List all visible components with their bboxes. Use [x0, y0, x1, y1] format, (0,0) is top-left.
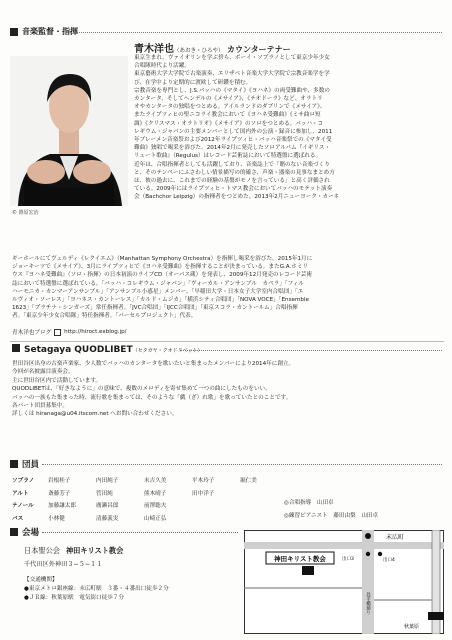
heading-bullet-icon — [12, 344, 20, 352]
conductor-blog — [12, 328, 127, 336]
conductor-name-line — [134, 40, 291, 55]
rehearsal-pianist: ◎練習ピアニスト 藤田由梨 山田卓 — [284, 513, 379, 519]
member-name: 田中洋子 — [192, 490, 215, 497]
section-divider — [10, 341, 444, 342]
heading-rule — [180, 350, 442, 351]
map-drawing — [244, 530, 444, 634]
member-name: 末吉久美 — [144, 478, 167, 485]
conductor-yomi: （あおき・ひろや） — [174, 48, 224, 54]
part-label: アルト — [12, 490, 29, 497]
heading-rule — [42, 464, 442, 465]
conductor-portrait-icon — [10, 56, 128, 206]
member-name: 菅田純 — [96, 490, 113, 497]
access-jr: ●ＪＲ線：秋葉原駅 電気街口徒歩７分 — [24, 595, 124, 601]
member-name: 熊木晴子 — [144, 490, 167, 497]
member-name: 岩根桂子 — [48, 478, 71, 485]
choir-name: Setagaya QUODLIBET — [24, 345, 133, 355]
map-akihabara: 秋葉原 — [404, 624, 420, 630]
heading-bullet-icon — [10, 528, 18, 536]
heading-bullet-icon — [10, 460, 18, 468]
table-row — [12, 499, 442, 512]
venue-address: 千代田区外神田３−５−１１ — [24, 561, 103, 568]
map-exit3: 出口3 — [342, 557, 354, 562]
photo-credit: © 篠原宏治 — [12, 210, 39, 216]
conductor-bio-narrow: 東京生まれ。ヴァイオリンを学ぶ傍ら、ボーイ・ソプラノとして東京少年少女 合唱隊時代より活躍。 東京藝術大学大学院で古楽演奏、エリザベト音楽大学大学院で宗教音楽学を学 び、在学中より定期的に渡欧して研鑽を積む。 宗教音楽を専門とし、J.S.バッハの《マタイ》《ヨハネ》の両受難曲や、多数の カンタータ、そしてヘンデルの《メサイア》、《テオドーラ》など、オラトリ オやカンタータの独唱をつとめる。アイルランドのダブリンで《メサイア》、 またライプツィヒの聖ニコライ教会において《ヨハネ受難曲》《ミサ曲ロ短 調》《クリスマス・オラトリオ》《メサイア》のソロをつとめる。バッハ・コ レギウム・ジャパンの主要メンバーとして国内外の公演・録音に参加し、2011 年ブレーメン音楽祭および2012年ライプツィヒ・バッハ音楽祭での《マタイ受 難曲》独唱で喝采を浴びた。2014年2月に発売したソロアルバム『イギリス・ リュート歌曲』（Regulus）はレコード芸術誌において特選盤に選ばれる。 近年は、合唱指揮者としても活躍しており、音楽誌上で「賭のない音楽づくり と、そのテンペーにふさわしい情景描写の的確さ、声楽・器楽の見事なまとめ方 は、彼の過去に、これまでの経験の基盤がモノを言っている」と高く評価され ている。2009年にはライプツィヒ・トマス教会においてバッハのモテット演奏 会（Bachchor Leipzig）の指揮者をつとめた。2013年2月ニューヨーク・カーネ — [134, 55, 339, 201]
part-label: ソプラノ — [12, 478, 35, 485]
chorus-master: ◎合唱指導 山田卓 — [284, 500, 334, 506]
venue-heading-text: 会場 — [22, 528, 40, 538]
member-name: 加藤謙太郎 — [48, 503, 76, 510]
member-name: 堀仁美 — [240, 478, 257, 485]
members-heading-text: 団員 — [22, 460, 40, 470]
members-heading — [10, 458, 39, 470]
conductor-photo — [10, 56, 128, 206]
member-name: 平木玲子 — [192, 478, 215, 485]
choir-description: 世田谷区出身の古楽声楽家、少人数でバッハのカンタータを歌いたいと集まったメンバーにより2014年に創立。 今回が名披露目演奏会。 主に世田谷区内で活動しています。 QUODLIBETは、「好きなように」の意味で、複数のメロディを寄せ集めて一つの曲にしたものをいい、 バッハの一族もた集まった時、流行歌を集まっては、そのような「戯（ざ）れ歌」を歌っていたとのことです。 各パート団員募集中。 詳しくは hiranaga@u04.itscom.net へお問い合わせください。 — [12, 361, 295, 418]
heading-rule — [70, 32, 442, 33]
venue-org: 日本聖公会 — [24, 546, 60, 555]
venue-church: 神田キリスト教会 — [65, 546, 124, 555]
venue-heading — [10, 526, 39, 538]
conductor-heading — [10, 26, 78, 37]
map-station-label: 末広町 — [386, 534, 405, 541]
member-name: 斎藤芳子 — [48, 490, 71, 497]
map-exit4: 出口4 — [383, 558, 395, 563]
member-name: 小林健 — [48, 515, 65, 522]
heading-rule — [42, 532, 238, 533]
member-name: 廣瀬昌郎 — [96, 503, 119, 510]
blog-label: 青木洋也ブログ — [12, 330, 52, 336]
conductor-role: カウンターテナー — [227, 45, 291, 54]
conductor-name: 青木洋也 — [134, 44, 174, 55]
table-row — [12, 474, 442, 487]
member-name: 前澤聡夫 — [144, 503, 167, 510]
choir-title — [12, 344, 203, 355]
map-church-label: 神田キリスト教会 — [274, 555, 326, 563]
access-info — [24, 576, 169, 603]
blog-url[interactable]: http://hiroct.exblog.jp/ — [64, 329, 127, 335]
part-label: テノール — [12, 503, 34, 510]
member-name: 清藤義実 — [96, 515, 119, 522]
table-row — [12, 487, 442, 500]
qr-code-icon — [54, 329, 61, 336]
access-title: 【交通機関】 — [24, 577, 58, 583]
conductor-heading-text: 音楽監督・指揮 — [22, 27, 78, 36]
part-label: バス — [12, 515, 24, 522]
venue-map — [244, 530, 444, 634]
access-metro: ●東京メトロ銀座線：末広町駅 ３番・４番出口徒歩２分 — [24, 586, 169, 592]
member-name: 内田純子 — [96, 478, 119, 485]
heading-bullet-icon — [10, 28, 18, 36]
choir-yomi: （セタガヤ・クオドリベット） — [132, 348, 203, 354]
map-route: 昌平橋通り — [365, 592, 371, 615]
conductor-bio-wide: ギーホールにてヴェルディ《レクイエム》（Manhattan Symphony Orchestra）を指揮し喝采を浴びた。2015年1月に ジョーキーツで《メサイア》、3月にライプツィヒで《ヨハネ受難曲》を指揮することが決まっている。またG.A.ホミリ ウス『ヨハネ受難曲』（ソロ・指揮）の日本初演のライブCD（オーパス蔵）を発表し、2009年12月発売のレコード芸術 誌において特選盤に選ばれている。「バッハ・コレギウム・ジャパン」「ヴォーカル・アンサンブル カペラ」「フィル ハーモニカ・カンマーアンサンブル」「アンサンブル小惑星」メンバー。「早稲田大学・日本女子大学室内合唱団」「エ ルヴィオ・ソーレス」「ヨハネス・カントーレス」「カルド・ムジカ」「横浜シティ合唱団」「NOVA VOCE」「Ensemble 1623」「プラチナ・シンガーズ」常任指揮者。「JVC合唱団」「IJCC合唱団」「東京スコラ・カントールム」合唱指揮 者。「東京少年少女合唱隊」特任指揮者。「パーセルプロジェクト」代表。 — [12, 256, 313, 320]
member-name: 山崎正弘 — [144, 515, 167, 522]
venue-name — [24, 546, 123, 556]
